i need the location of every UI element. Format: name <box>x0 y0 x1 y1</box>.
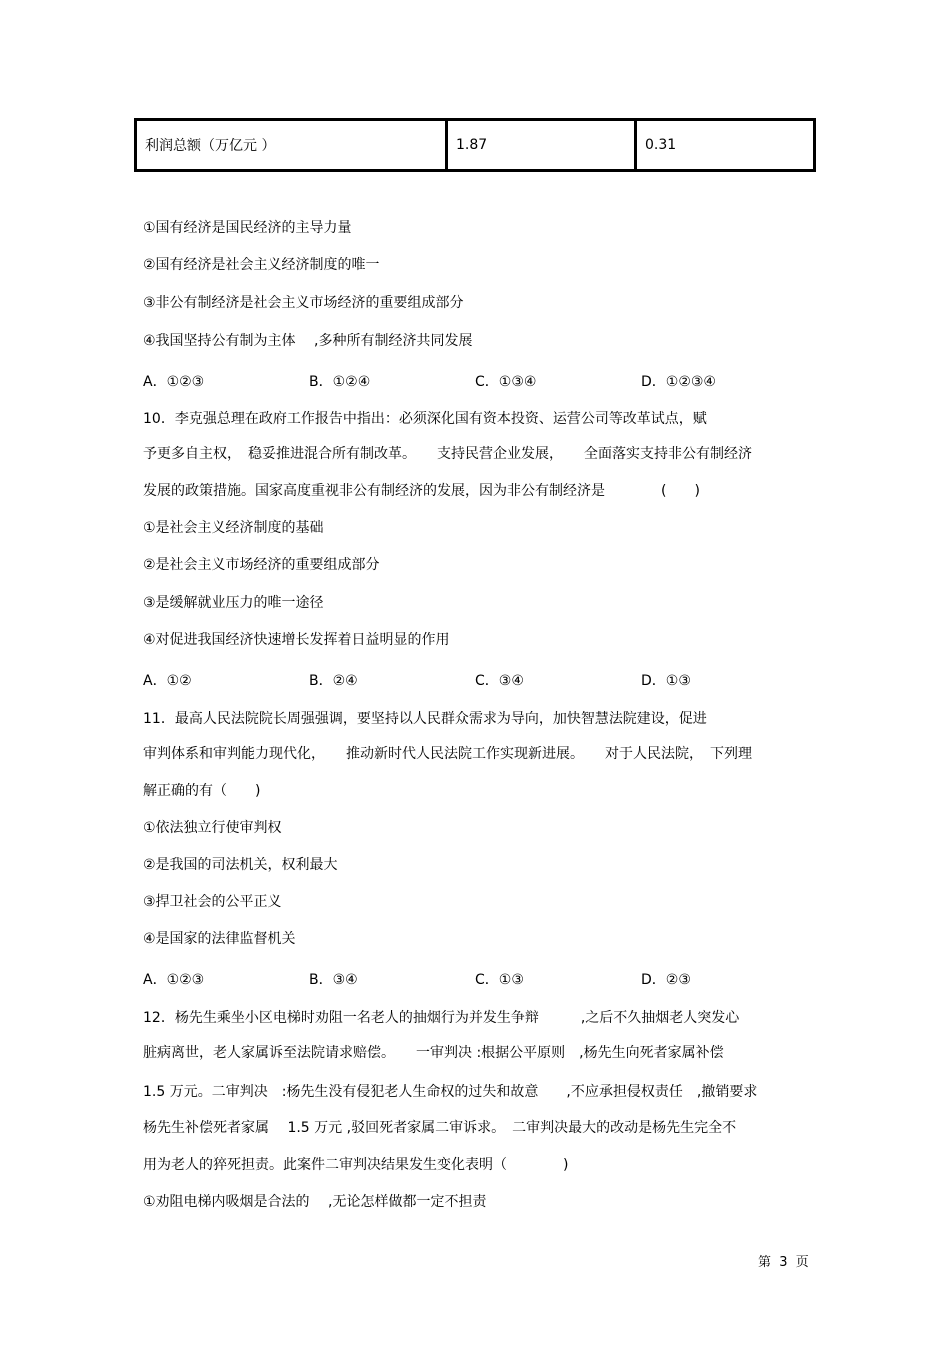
q11-option-a: A．①②③ <box>143 972 205 988</box>
q11-statement-3: ③捍卫社会的公平正义 <box>143 894 282 910</box>
q9-statement-2: ②国有经济是社会主义经济制度的唯一 <box>143 257 380 273</box>
q11-stem-line-3: 解正确的有（ ) <box>143 783 261 799</box>
q9-statement-4: ④我国坚持公有制为主体 ,多种所有制经济共同发展 <box>143 333 473 349</box>
q9-statement-1: ①国有经济是国民经济的主导力量 <box>143 220 352 236</box>
table-row <box>136 120 815 171</box>
q10-statement-2: ②是社会主义市场经济的重要组成部分 <box>143 557 380 573</box>
q11-option-c: C．①③ <box>475 972 524 988</box>
q12-stem-line-5: 用为老人的猝死担责。此案件二审判决结果发生变化表明（ ) <box>143 1157 569 1173</box>
table-cell-value-1: 1.87 <box>447 120 636 171</box>
q10-stem-line-2: 予更多自主权， 稳妥推进混合所有制改革。 支持民营企业发展， 全面落实支持非公有制经济 <box>143 446 752 462</box>
profit-table <box>134 118 816 172</box>
q11-statement-2: ②是我国的司法机关，权利最大 <box>143 857 338 873</box>
q9-option-c: C．①③④ <box>475 374 537 390</box>
q10-option-b: B．②④ <box>309 673 358 689</box>
q9-option-d: D．①②③④ <box>641 374 716 390</box>
q10-statement-1: ①是社会主义经济制度的基础 <box>143 520 324 536</box>
q10-stem-line-3: 发展的政策措施。国家高度重视非公有制经济的发展，因为非公有制经济是 ( ) <box>143 483 700 499</box>
q11-statement-1: ①依法独立行使审判权 <box>143 820 282 836</box>
q11-option-b: B．③④ <box>309 972 358 988</box>
q10-option-d: D．①③ <box>641 673 691 689</box>
q11-stem-line-2: 审判体系和审判能力现代化， 推动新时代人民法院工作实现新进展。 对于人民法院， 下列理 <box>143 746 752 762</box>
page-number: 第 3 页 <box>758 1255 809 1270</box>
q12-stem-line-4: 杨先生补偿死者家属 1.5 万元 ,驳回死者家属二审诉求。 二审判决最大的改动是杨先生完全不 <box>143 1120 737 1136</box>
q11-option-d: D．②③ <box>641 972 691 988</box>
q12-stem-line-3: 1.5 万元。二审判决 :杨先生没有侵犯老人生命权的过失和故意 ,不应承担侵权责任 ,撤销要求 <box>143 1084 758 1100</box>
table-cell-label: 利润总额（万亿元 ） <box>136 120 447 171</box>
q11-options <box>143 970 763 990</box>
q11-stem-line-1: 11．最高人民法院院长周强强调，要坚持以人民群众需求为导向，加快智慧法院建设，促进 <box>143 711 707 727</box>
q10-option-a: A．①② <box>143 673 192 689</box>
q12-statement-1: ①劝阻电梯内吸烟是合法的 ,无论怎样做都一定不担责 <box>143 1194 487 1210</box>
q12-stem-line-1: 12．杨先生乘坐小区电梯时劝阻一名老人的抽烟行为并发生争辩 ,之后不久抽烟老人突发心 <box>143 1010 740 1026</box>
q12-stem-line-2: 脏病离世，老人家属诉至法院请求赔偿。 一审判决 :根据公平原则 ,杨先生向死者家属补偿 <box>143 1045 724 1061</box>
q10-options <box>143 671 763 691</box>
q11-statement-4: ④是国家的法律监督机关 <box>143 931 296 947</box>
q9-option-a: A．①②③ <box>143 374 205 390</box>
q9-options <box>143 372 763 392</box>
q9-option-b: B．①②④ <box>309 374 371 390</box>
q10-statement-4: ④对促进我国经济快速增长发挥着日益明显的作用 <box>143 632 450 648</box>
q9-statement-3: ③非公有制经济是社会主义市场经济的重要组成部分 <box>143 295 464 311</box>
table-cell-value-2: 0.31 <box>636 120 815 171</box>
q10-stem-line-1: 10．李克强总理在政府工作报告中指出：必须深化国有资本投资、运营公司等改革试点，赋 <box>143 411 707 427</box>
q10-option-c: C．③④ <box>475 673 524 689</box>
q10-statement-3: ③是缓解就业压力的唯一途径 <box>143 595 324 611</box>
